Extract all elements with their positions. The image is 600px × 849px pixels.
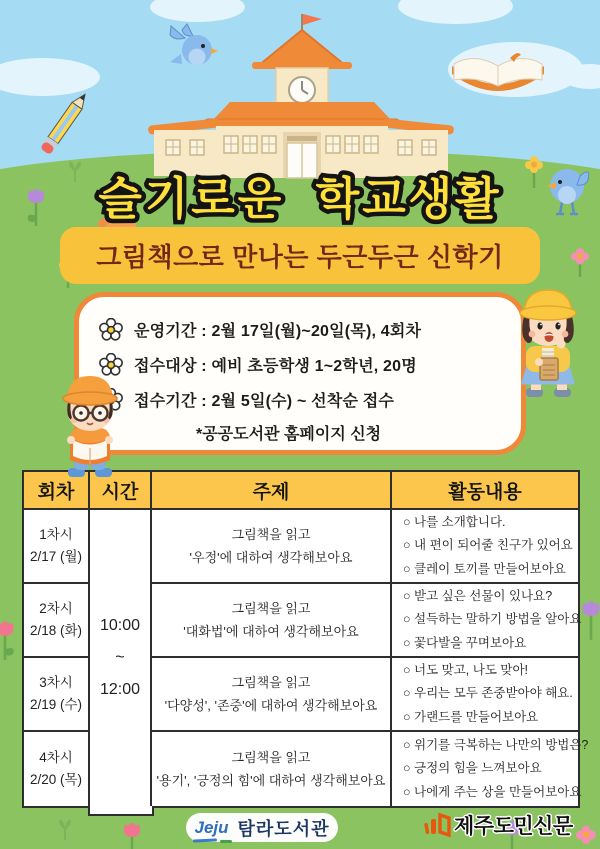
- newspaper-book-icon: [424, 811, 451, 839]
- col-header-activities: 활동내용: [392, 472, 578, 510]
- open-book-icon: [448, 50, 548, 100]
- info-period-text: 운영기간 : 2월 17일(월)~20일(목), 4회차: [134, 323, 422, 340]
- table-row-activities: ○ 받고 싶은 선물이 있나요? ○ 설득하는 말하기 방법을 알아요 ○ 꽃다발을 꾸며보아요: [392, 584, 578, 658]
- flower-bullet-icon: [99, 318, 123, 342]
- pink-flower-icon: [570, 248, 590, 280]
- table-row-session: 2차시 2/18 (화): [24, 584, 90, 658]
- table-row-topic: 그림책을 읽고 '용기', '긍정의 힘'에 대하여 생각해보아요: [152, 732, 392, 806]
- table-row-topic: 그림책을 읽고 '다양성', '존중'에 대하여 생각해보아요: [152, 658, 392, 732]
- flying-bird-icon: [165, 22, 219, 70]
- logo-underline-blue: [192, 838, 216, 842]
- logo-underline-green: [220, 840, 232, 843]
- info-line-target: [99, 347, 511, 382]
- subtitle-text: 그림책으로 만나는 두근두근 신학기: [96, 242, 504, 272]
- table-row-activities: ○ 너도 맞고, 나도 맞아! ○ 우리는 모두 존중받아야 해요. ○ 가랜드를 만들어보아요: [392, 658, 578, 732]
- info-line-registration: [99, 382, 511, 417]
- info-line-period: [99, 312, 511, 347]
- info-registration-text: 접수기간 : 2월 5일(수) ~ 선착순 접수: [134, 393, 395, 410]
- info-target-text: 접수대상 : 예비 초등학생 1~2학년, 20명: [134, 358, 417, 375]
- col-header-session: 회차: [24, 472, 90, 510]
- table-row-activities: ○ 나를 소개합니다. ○ 내 편이 되어줄 친구가 있어요 ○ 클레이 토끼를 만들어보아요: [392, 510, 578, 584]
- jeju-logo-script: Jeju: [195, 818, 229, 838]
- girl-character: [502, 280, 594, 400]
- table-row-activities: ○ 위기를 극복하는 나만의 방법은? ○ 긍정의 힘을 느껴보아요 ○ 나에게 주는 상을 만들어보아요: [392, 732, 578, 806]
- table-row-session: 3차시 2/19 (수): [24, 658, 90, 732]
- time-cell-extension: [88, 806, 154, 816]
- newspaper-logo: [424, 810, 573, 840]
- library-name: 탐라도서관: [237, 818, 330, 839]
- table-row-topic: 그림책을 읽고 '우정'에 대하여 생각해보아요: [152, 510, 392, 584]
- pink-tulip-icon: [0, 618, 18, 664]
- table-row-session: 1차시 2/17 (월): [24, 510, 90, 584]
- col-header-time: 시간: [90, 472, 152, 510]
- newspaper-name: 제주도민신문: [454, 815, 573, 838]
- table-row-topic: 그림책을 읽고 '대화법'에 대하여 생각해보아요: [152, 584, 392, 658]
- col-header-topic: 주제: [152, 472, 392, 510]
- info-note-text: *공공도서관 홈페이지 신청: [196, 425, 382, 443]
- boy-character: [48, 368, 136, 480]
- pink-flower-icon: [576, 824, 596, 849]
- page-title: 슬기로운 학교생활: [98, 173, 502, 224]
- pink-tulip-icon: [120, 820, 144, 849]
- sprout-icon: [56, 818, 74, 842]
- schedule-table: [22, 470, 589, 808]
- subtitle-banner: [60, 227, 540, 284]
- time-cell: 10:00 ~ 12:00: [90, 510, 152, 806]
- table-row-session: 4차시 2/20 (목): [24, 732, 90, 806]
- info-note: [196, 417, 511, 447]
- program-info-box: [74, 292, 526, 455]
- library-logo: [186, 813, 338, 842]
